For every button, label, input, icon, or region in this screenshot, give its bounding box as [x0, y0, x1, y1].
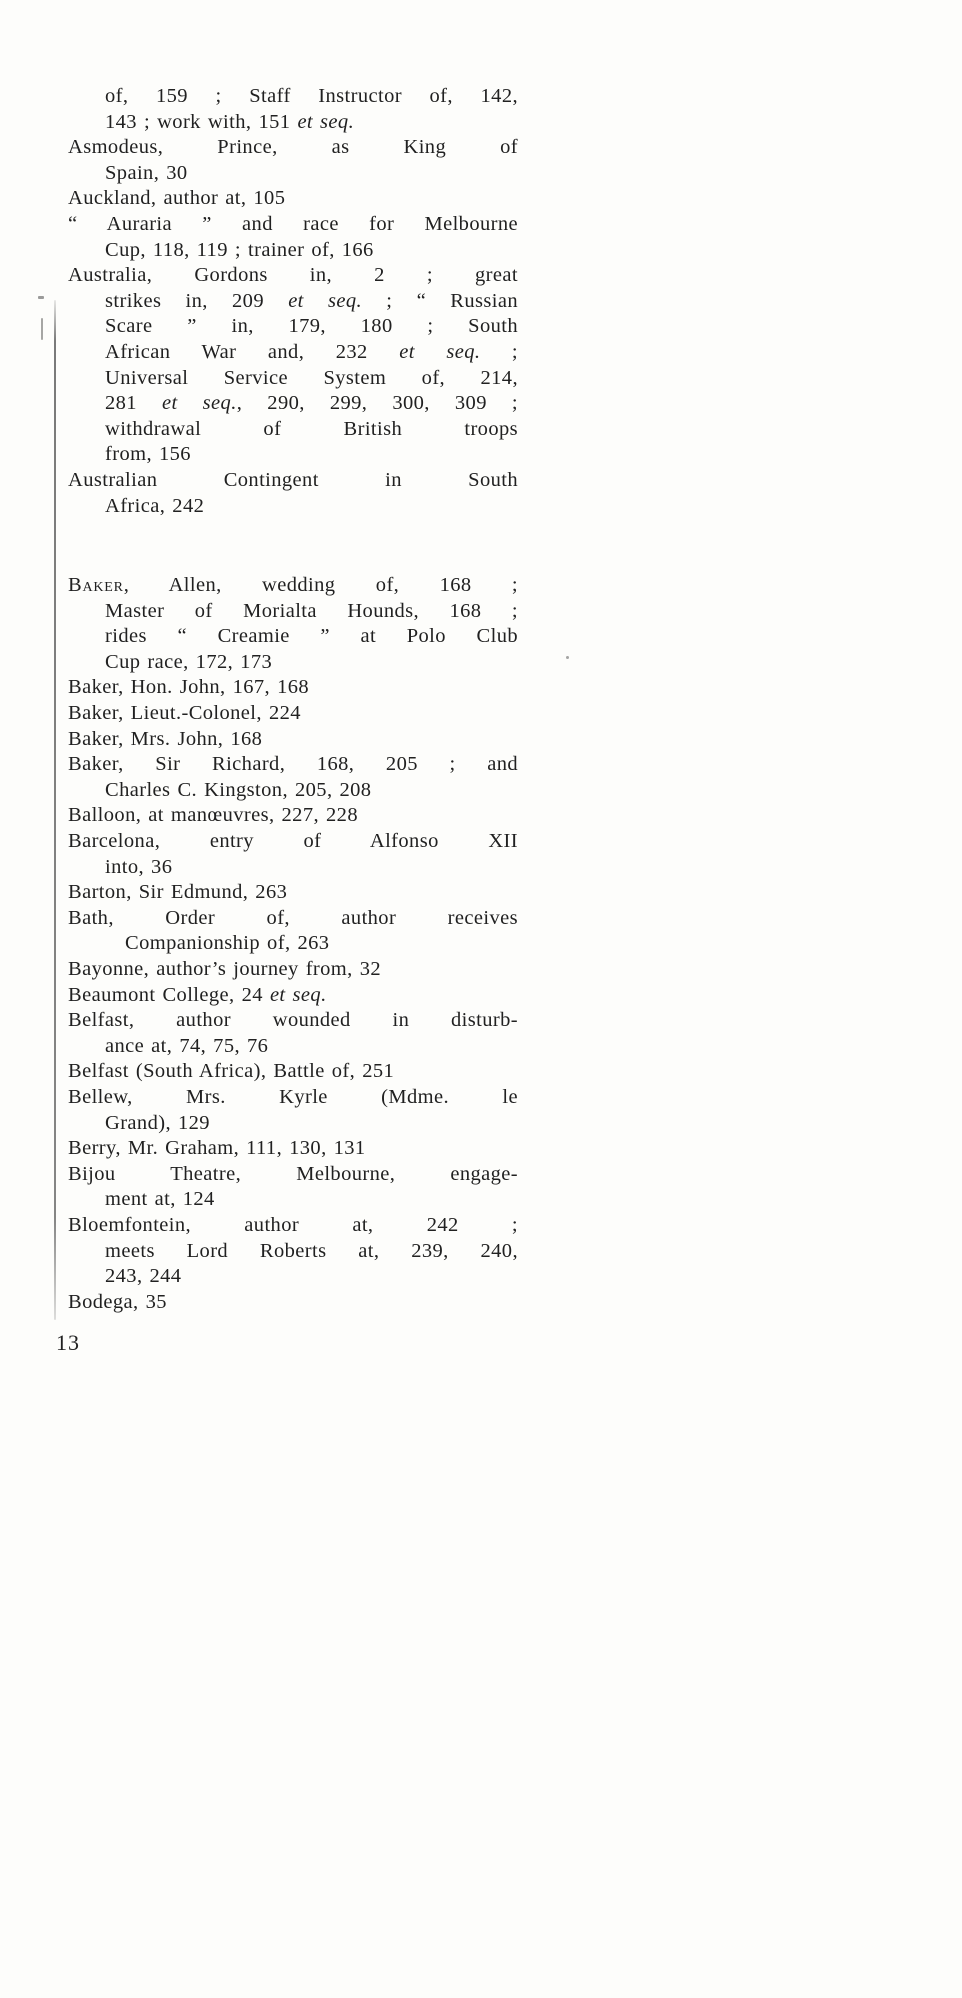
- scan-artifact-dot: [566, 656, 569, 659]
- index-line: [68, 829, 518, 855]
- index-line-text: Bayonne, author’s journey from, 32: [68, 958, 381, 980]
- index-line-text: Belfast (South Africa), Battle of, 251: [68, 1060, 395, 1083]
- index-line-text: Baker, Sir Richard, 168, 205 ; and: [68, 753, 518, 776]
- index-line: [68, 1136, 518, 1162]
- index-line-text: meets Lord Roberts at, 239, 240,: [105, 1239, 518, 1262]
- index-line: [68, 212, 518, 238]
- index-line: [68, 624, 518, 650]
- index-line-italic-text: et seq.: [297, 110, 355, 133]
- index-line-text: Cup race, 172, 173: [105, 650, 273, 673]
- index-line: [68, 675, 518, 701]
- index-line-text: Baker, Hon. John, 167, 168: [68, 676, 310, 699]
- index-line: [68, 573, 518, 599]
- index-line: [68, 1034, 518, 1060]
- index-line: [68, 391, 518, 417]
- index-line-text: into, 36: [105, 855, 173, 878]
- scan-artifact-line: [54, 300, 56, 1320]
- index-line-italic-text: et seq.: [288, 289, 363, 312]
- index-line-text: Baker, Mrs. John, 168: [68, 727, 263, 750]
- index-line-text: 143 ; work with, 151: [105, 110, 298, 133]
- index-line: [68, 1290, 518, 1316]
- index-line-text: ;: [480, 340, 519, 363]
- index-line: [68, 983, 518, 1009]
- index-line: [68, 468, 518, 494]
- index-line-text: Balloon, at manœuvres, 227, 228: [68, 804, 358, 827]
- index-line: [68, 1162, 518, 1188]
- index-line-text: Bloemfontein, author at, 242 ;: [68, 1213, 518, 1236]
- index-line: [68, 366, 518, 392]
- index-line: [68, 417, 518, 443]
- index-line-text: Auckland, author at, 105: [68, 187, 286, 210]
- index-line: [68, 1008, 518, 1034]
- index-line-text: Cup, 118, 119 ; trainer of, 166: [105, 238, 374, 261]
- index-line-text: Scare ” in, 179, 180 ; South: [105, 315, 518, 338]
- index-line: [68, 957, 518, 983]
- index-line-text: Master of Morialta Hounds, 168 ;: [105, 599, 518, 622]
- page-number: 13: [56, 1330, 80, 1355]
- index-line-text: Grand), 129: [105, 1111, 210, 1134]
- index-line-text: Bellew, Mrs. Kyrle (Mdme. le: [68, 1085, 518, 1108]
- index-line: [68, 340, 518, 366]
- index-text-block: [68, 84, 518, 1315]
- index-line-italic-text: et seq.: [399, 340, 481, 363]
- index-line: [68, 84, 518, 110]
- index-line: [68, 1264, 518, 1290]
- index-line-text: ment at, 124: [105, 1188, 215, 1211]
- index-line-text: from, 156: [105, 443, 191, 466]
- index-line-text: Australian Contingent in South: [68, 468, 518, 491]
- index-line-text: Belfast, author wounded in disturb-: [68, 1009, 518, 1032]
- index-line-text: Africa, 242: [105, 494, 205, 517]
- index-line-text: Baker, Lieut.-Colonel, 224: [68, 702, 301, 725]
- index-line-italic-text: et seq.: [269, 983, 327, 1006]
- index-line: [68, 289, 518, 315]
- index-line: [68, 880, 518, 906]
- scan-artifact-mark: [38, 296, 44, 299]
- index-line-text: “ Auraria ” and race for Melbourne: [68, 212, 518, 235]
- index-line-italic-text: et seq.: [162, 392, 237, 415]
- index-line-text: Universal Service System of, 214,: [105, 366, 518, 389]
- index-line-text: Barton, Sir Edmund, 263: [68, 881, 288, 904]
- index-line: [68, 161, 518, 187]
- index-line: [68, 1059, 518, 1085]
- index-line-text: 243, 244: [105, 1265, 182, 1288]
- index-line-text: ance at, 74, 75, 76: [105, 1034, 269, 1057]
- index-line-text: African War and, 232: [105, 340, 400, 363]
- index-line-text: strikes in, 209: [105, 289, 289, 312]
- index-line: [68, 135, 518, 161]
- index-line-text: rides “ Creamie ” at Polo Club: [105, 625, 518, 648]
- index-line-text: Companionship of, 263: [125, 932, 330, 955]
- index-line: [68, 778, 518, 804]
- index-line: [68, 855, 518, 881]
- index-line: [68, 727, 518, 753]
- index-line-text: Bath, Order of, author receives: [68, 906, 518, 929]
- index-line-text: , 290, 299, 300, 309 ;: [236, 392, 518, 415]
- index-line: [68, 752, 518, 778]
- scan-artifact-mark: [41, 318, 43, 340]
- index-line-text: Asmodeus, Prince, as King of: [68, 136, 518, 159]
- index-line: [68, 650, 518, 676]
- index-line-smallcaps-text: Baker: [68, 574, 124, 597]
- index-line-text: Spain, 30: [105, 161, 188, 184]
- index-line-text: Bodega, 35: [68, 1290, 167, 1313]
- index-line-text: Bijou Theatre, Melbourne, engage-: [68, 1162, 518, 1185]
- index-line: [68, 599, 518, 625]
- index-line-text: Berry, Mr. Graham, 111, 130, 131: [68, 1137, 366, 1160]
- index-line-text: ; “ Russian: [362, 289, 518, 312]
- index-line: [68, 110, 518, 136]
- index-line: [68, 314, 518, 340]
- index-line-text: withdrawal of British troops: [105, 417, 518, 440]
- index-line: [68, 494, 518, 520]
- index-line: [68, 931, 518, 957]
- index-line: [68, 803, 518, 829]
- index-line-text: of, 159 ; Staff Instructor of, 142,: [105, 85, 518, 107]
- index-line: [68, 238, 518, 264]
- index-line-text: Beaumont College, 24: [68, 983, 270, 1006]
- index-line: [68, 1187, 518, 1213]
- index-line: [68, 1213, 518, 1239]
- index-line: [68, 1111, 518, 1137]
- index-line: [68, 906, 518, 932]
- index-line: [68, 263, 518, 289]
- index-line-text: 281: [105, 392, 163, 415]
- index-line-text: , Allen, wedding of, 168 ;: [123, 574, 518, 597]
- index-line: [68, 442, 518, 468]
- index-line-text: Australia, Gordons in, 2 ; great: [68, 264, 518, 287]
- index-line: [68, 186, 518, 212]
- index-line: [68, 701, 518, 727]
- index-line-text: Barcelona, entry of Alfonso XII: [68, 830, 518, 853]
- index-line-text: Charles C. Kingston, 205, 208: [105, 778, 372, 801]
- index-line: [68, 1239, 518, 1265]
- index-line: [68, 1085, 518, 1111]
